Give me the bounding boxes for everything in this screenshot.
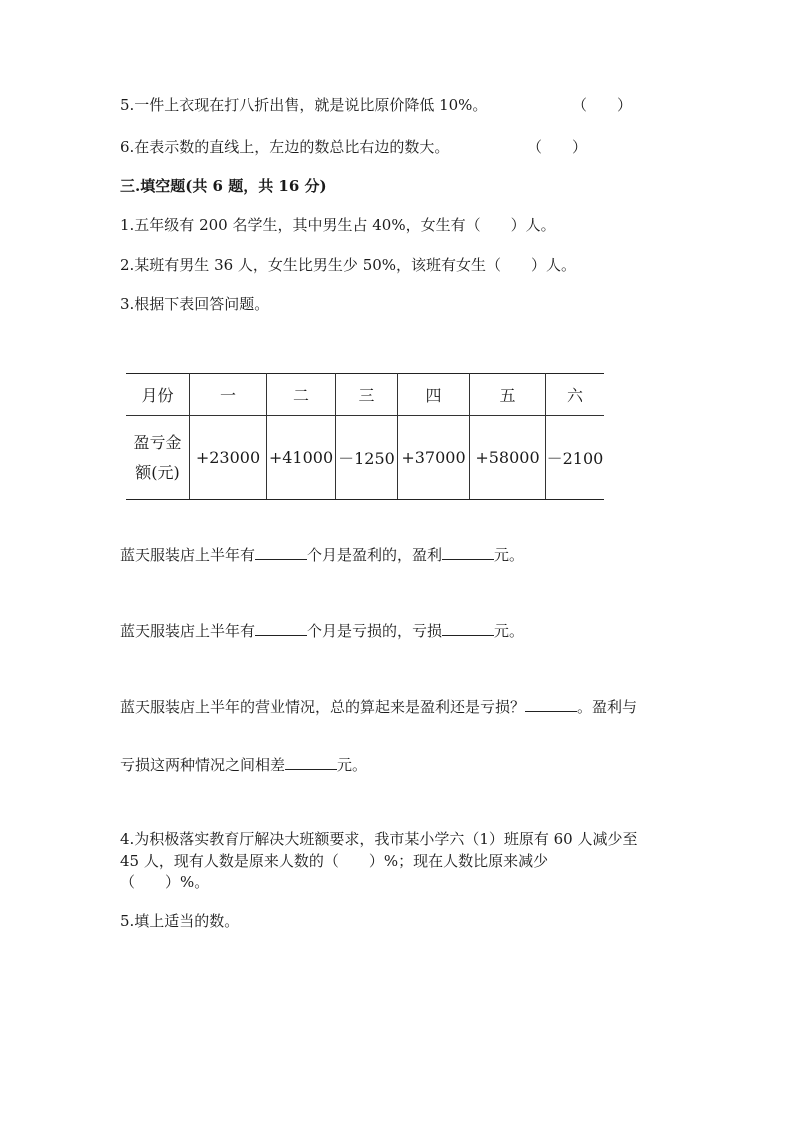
table-value-cell: +41000 (267, 416, 336, 500)
answer-blank[interactable] (255, 621, 307, 636)
table-value-cell: +37000 (398, 416, 470, 500)
question-text: 元。 (494, 546, 525, 564)
fill-question-2: 2.某班有男生 36 人，女生比男生少 50%，该班有女生（ ）人。 (120, 256, 577, 274)
question-text: 蓝天服装店上半年有 (120, 622, 256, 640)
question-text: 蓝天服装店上半年的营业情况，总的算起来是盈利还是亏损？ (120, 698, 526, 716)
question-5-judge: 5.一件上衣现在打八折出售，就是说比原价降低 10%。 (120, 96, 488, 114)
answer-parentheses[interactable]: （ ） (527, 138, 588, 156)
table-row-label (126, 416, 190, 500)
answer-blank[interactable] (442, 621, 494, 636)
answer-blank[interactable] (442, 545, 494, 560)
question-3d (120, 755, 367, 775)
question-3b (120, 621, 524, 641)
table-month-cell: 三 (336, 374, 398, 416)
table-value-cell: －2100 (546, 416, 605, 500)
question-text: 。盈利与 (577, 698, 638, 716)
table-header-label: 月份 (126, 374, 190, 416)
question-3c (120, 697, 637, 717)
fill-question-1: 1.五年级有 200 名学生，其中男生占 40%，女生有（ ）人。 (120, 216, 556, 234)
table-row-label-line1: 盈亏金 (133, 432, 182, 452)
table-row-label-line2: 额(元) (135, 462, 180, 482)
table-value-row (126, 416, 604, 500)
question-3a (120, 545, 524, 565)
table-value-cell: －1250 (336, 416, 398, 500)
answer-blank[interactable] (285, 755, 337, 770)
profit-loss-table (126, 373, 604, 500)
fill-question-4-line1: 4.为积极落实教育厅解决大班额要求，我市某小学六（1）班原有 60 人减少至 (120, 830, 638, 848)
fill-question-3: 3.根据下表回答问题。 (120, 295, 270, 313)
table-month-cell: 四 (398, 374, 470, 416)
question-text: 蓝天服装店上半年有 (120, 546, 256, 564)
question-text: 个月是亏损的，亏损 (307, 622, 443, 640)
question-6-judge: 6.在表示数的直线上，左边的数总比右边的数大。 (120, 138, 450, 156)
table-value-cell: +23000 (190, 416, 267, 500)
table-header-row (126, 374, 604, 416)
table-value-cell: +58000 (470, 416, 546, 500)
section-heading: 三.填空题(共 6 题，共 16 分) (120, 177, 327, 195)
question-text: 元。 (337, 756, 368, 774)
question-text: 个月是盈利的，盈利 (307, 546, 443, 564)
fill-question-4-line2: 45 人，现有人数是原来人数的（ ）%；现在人数比原来减少 (120, 852, 549, 870)
table-month-cell: 五 (470, 374, 546, 416)
question-text: 亏损这两种情况之间相差 (120, 756, 286, 774)
answer-blank[interactable] (255, 545, 307, 560)
table-month-cell: 六 (546, 374, 605, 416)
answer-blank[interactable] (525, 697, 577, 712)
question-text: 元。 (494, 622, 525, 640)
table-month-cell: 一 (190, 374, 267, 416)
table-month-cell: 二 (267, 374, 336, 416)
fill-question-4-line3: （ ）%。 (120, 873, 210, 891)
fill-question-5: 5.填上适当的数。 (120, 912, 240, 930)
answer-parentheses[interactable]: （ ） (572, 96, 633, 114)
